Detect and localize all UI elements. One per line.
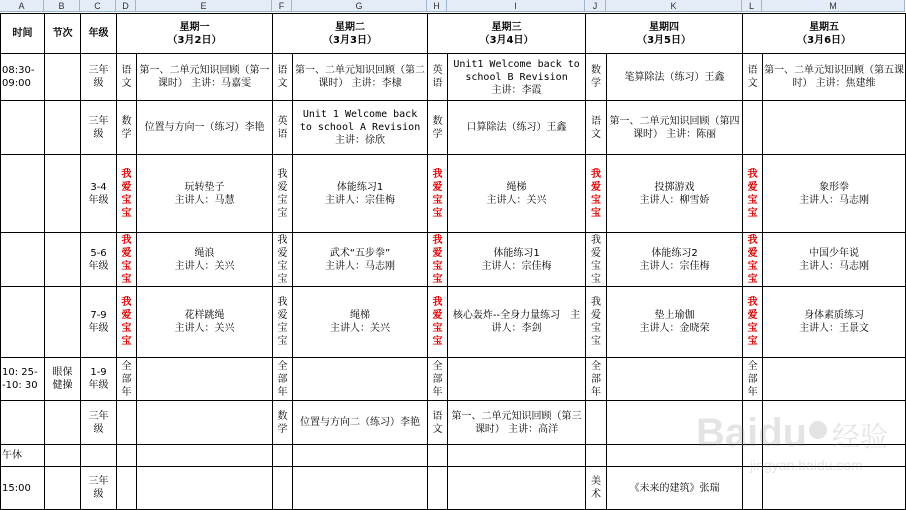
- cell-content[interactable]: 位置与方向二（练习）李艳: [293, 401, 428, 445]
- cell-time: 10: 25- -10: 30: [1, 358, 45, 401]
- cell-content[interactable]: [763, 467, 906, 510]
- cell-subject[interactable]: 数 学: [117, 101, 137, 155]
- cell-content[interactable]: 投掷游戏 主讲人：柳雪娇: [607, 155, 743, 233]
- cell-time: [1, 101, 45, 155]
- cell-period: [45, 101, 81, 155]
- cell-grade: 1-9 年级: [81, 358, 117, 401]
- column-header-c[interactable]: C: [80, 0, 116, 12]
- cell-subject[interactable]: 全 部 年: [428, 358, 448, 401]
- column-header-j[interactable]: J: [585, 0, 606, 12]
- cell-subject[interactable]: 我 爱 宝 宝: [428, 233, 448, 287]
- cell-subject[interactable]: [586, 445, 607, 467]
- day-date: （3月4日）: [479, 34, 534, 46]
- cell-subject[interactable]: 我 爱 宝 宝: [117, 287, 137, 358]
- cell-grade: 三年 级: [81, 467, 117, 510]
- cell-subject[interactable]: 我 爱 宝 宝: [273, 287, 293, 358]
- column-header-h[interactable]: H: [427, 0, 447, 12]
- column-header-l[interactable]: L: [742, 0, 762, 12]
- cell-content[interactable]: [137, 467, 273, 510]
- cell-period: 眼保 健操: [45, 358, 81, 401]
- cell-subject[interactable]: [117, 445, 137, 467]
- watermark-suffix: 经验: [832, 420, 889, 453]
- column-header-a[interactable]: A: [0, 0, 44, 12]
- column-header-e[interactable]: E: [136, 0, 272, 12]
- cell-grade: [81, 445, 117, 467]
- column-header-f[interactable]: F: [272, 0, 292, 12]
- cell-content[interactable]: [448, 467, 586, 510]
- watermark-brand: Baidu: [696, 411, 808, 455]
- cell-period: [45, 445, 81, 467]
- day-header-2: [273, 14, 428, 54]
- cell-subject[interactable]: [428, 445, 448, 467]
- column-header-m[interactable]: M: [762, 0, 905, 12]
- watermark-url: jingyan.baidu.com: [750, 457, 863, 473]
- day-name: 星期一: [179, 21, 210, 33]
- cell-subject[interactable]: 我 爱 宝 宝: [428, 287, 448, 358]
- table-row: [1, 54, 906, 101]
- spreadsheet-grid: [0, 13, 905, 500]
- cell-content[interactable]: [763, 401, 906, 445]
- column-header-b[interactable]: B: [44, 0, 80, 12]
- cell-content[interactable]: [448, 445, 586, 467]
- cell-grade: 7-9 年级: [81, 287, 117, 358]
- day-date: （3月3日）: [323, 34, 377, 46]
- cell-period: [45, 155, 81, 233]
- cell-subject[interactable]: 数 学: [586, 54, 607, 101]
- cell-content[interactable]: [137, 358, 273, 401]
- cell-subject[interactable]: 数 学: [273, 401, 293, 445]
- cell-content[interactable]: [763, 445, 906, 467]
- cell-content[interactable]: 体能练习1 主讲人：宗佳梅: [448, 233, 586, 287]
- cell-subject[interactable]: 英 语: [273, 101, 293, 155]
- cell-content[interactable]: 笔算除法（练习）王鑫: [607, 54, 743, 101]
- cell-content[interactable]: 绳梯 主讲人：关兴: [293, 287, 428, 358]
- column-header-d[interactable]: D: [116, 0, 136, 12]
- cell-time: 08:30- 09:00: [1, 54, 45, 101]
- cell-grade: 3-4 年级: [81, 155, 117, 233]
- cell-grade: 5-6 年级: [81, 233, 117, 287]
- day-date: （3月5日）: [637, 34, 692, 46]
- cell-time: [1, 155, 45, 233]
- cell-content[interactable]: 象形拳 主讲人：马志刚: [763, 155, 906, 233]
- cell-content[interactable]: [607, 358, 743, 401]
- cell-subject[interactable]: 我 爱 宝 宝: [117, 155, 137, 233]
- cell-subject[interactable]: [273, 445, 293, 467]
- cell-content[interactable]: 玩转垫子 主讲人：马慧: [137, 155, 273, 233]
- cell-subject[interactable]: 我 爱 宝 宝: [743, 233, 763, 287]
- cell-subject[interactable]: 英 语: [428, 54, 448, 101]
- cell-time: [1, 401, 45, 445]
- cell-subject[interactable]: [117, 467, 137, 510]
- day-name: 星期四: [649, 21, 680, 33]
- cell-content[interactable]: [763, 358, 906, 401]
- table-row: [1, 101, 906, 155]
- cell-subject[interactable]: [428, 467, 448, 510]
- cell-content[interactable]: 第一、二单元知识回顾（第五课时） 主讲：焦建维: [763, 54, 906, 101]
- cell-content[interactable]: 身体素质练习 主讲人：王景文: [763, 287, 906, 358]
- cell-period: [45, 287, 81, 358]
- cell-time: [1, 287, 45, 358]
- cell-content[interactable]: [137, 401, 273, 445]
- cell-subject[interactable]: 我 爱 宝 宝: [743, 155, 763, 233]
- cell-content[interactable]: 体能练习2 主讲人：宗佳梅: [607, 233, 743, 287]
- schedule-table: [0, 13, 906, 510]
- cell-content[interactable]: Unit 1 Welcome back to school A Revision 主讲：徐欣: [293, 101, 428, 155]
- cell-subject[interactable]: [117, 401, 137, 445]
- table-row: [1, 445, 906, 467]
- cell-content[interactable]: 《未来的建筑》张瑞: [607, 467, 743, 510]
- cell-time: 午休: [1, 445, 45, 467]
- cell-content[interactable]: [607, 445, 743, 467]
- day-header-3: [428, 14, 586, 54]
- cell-subject[interactable]: 全 部 年: [586, 358, 607, 401]
- cell-subject[interactable]: 美 术: [586, 467, 607, 510]
- cell-content[interactable]: [293, 445, 428, 467]
- cell-subject[interactable]: 语 文: [428, 401, 448, 445]
- cell-content[interactable]: 第一、二单元知识回顾（第二课时） 主讲：李棣: [293, 54, 428, 101]
- cell-subject[interactable]: 我 爱 宝 宝: [586, 233, 607, 287]
- cell-content[interactable]: [448, 358, 586, 401]
- cell-subject[interactable]: 我 爱 宝 宝: [586, 155, 607, 233]
- cell-content[interactable]: 第一、二单元知识回顾（第四课时） 主讲：陈丽: [607, 101, 743, 155]
- cell-subject[interactable]: 语 文: [586, 101, 607, 155]
- day-name: 星期二: [335, 21, 366, 33]
- cell-subject[interactable]: 语 文: [117, 54, 137, 101]
- cell-subject[interactable]: [273, 467, 293, 510]
- table-row: [1, 287, 906, 358]
- cell-grade: 三年 级: [81, 101, 117, 155]
- table-row: [1, 233, 906, 287]
- cell-subject[interactable]: [743, 401, 763, 445]
- cell-period: [45, 467, 81, 510]
- column-header-k[interactable]: K: [606, 0, 742, 12]
- cell-content[interactable]: 垫上瑜伽 主讲人：金晓荣: [607, 287, 743, 358]
- cell-subject[interactable]: [743, 101, 763, 155]
- cell-subject[interactable]: 我 爱 宝 宝: [273, 155, 293, 233]
- cell-content[interactable]: Unit1 Welcome back to school B Revision 主讲：李霞: [448, 54, 586, 101]
- cell-content[interactable]: 中国少年说 主讲人：马志刚: [763, 233, 906, 287]
- day-date: （3月6日）: [797, 34, 852, 46]
- cell-time: 15:00: [1, 467, 45, 510]
- cell-content[interactable]: 花样跳绳 主讲人：关兴: [137, 287, 273, 358]
- header-grade: 年级: [81, 14, 117, 54]
- cell-subject[interactable]: 数 学: [428, 101, 448, 155]
- cell-content[interactable]: 口算除法（练习）王鑫: [448, 101, 586, 155]
- cell-content[interactable]: [763, 101, 906, 155]
- table-row: [1, 467, 906, 510]
- cell-period: [45, 233, 81, 287]
- day-header-4: [586, 14, 743, 54]
- day-name: 星期五: [809, 21, 840, 33]
- cell-subject[interactable]: 我 爱 宝 宝: [743, 287, 763, 358]
- cell-content[interactable]: 体能练习1 主讲人：宗佳梅: [293, 155, 428, 233]
- cell-subject[interactable]: 语 文: [273, 54, 293, 101]
- column-header-i[interactable]: I: [447, 0, 585, 12]
- cell-content[interactable]: 武术“五步拳” 主讲人：马志刚: [293, 233, 428, 287]
- cell-grade: 三年 级: [81, 401, 117, 445]
- cell-subject[interactable]: 全 部 年: [117, 358, 137, 401]
- cell-subject[interactable]: 我 爱 宝 宝: [273, 233, 293, 287]
- cell-content[interactable]: 绳梯 主讲人：关兴: [448, 155, 586, 233]
- table-row: [1, 401, 906, 445]
- cell-grade: 三年 级: [81, 54, 117, 101]
- cell-subject[interactable]: [743, 467, 763, 510]
- cell-content[interactable]: 绳浪 主讲人：关兴: [137, 233, 273, 287]
- cell-content[interactable]: [293, 467, 428, 510]
- cell-subject[interactable]: 我 爱 宝 宝: [586, 287, 607, 358]
- cell-content[interactable]: 核心轰炸--全身力量练习 主讲人：李剑: [448, 287, 586, 358]
- day-date: （3月2日）: [167, 34, 222, 46]
- cell-subject[interactable]: 语 文: [743, 54, 763, 101]
- day-name: 星期三: [491, 21, 522, 33]
- cell-content[interactable]: 第一、二单元知识回顾（第一课时） 主讲：马嘉雯: [137, 54, 273, 101]
- column-header-g[interactable]: G: [292, 0, 427, 12]
- cell-content[interactable]: [137, 445, 273, 467]
- cell-subject[interactable]: 全 部 年: [273, 358, 293, 401]
- table-row: [1, 155, 906, 233]
- cell-period: [45, 54, 81, 101]
- header-period: 节次: [45, 14, 81, 54]
- cell-subject[interactable]: 我 爱 宝 宝: [117, 233, 137, 287]
- table-row: [1, 358, 906, 401]
- header-time: 时间: [1, 14, 45, 54]
- column-header-bar: [0, 0, 905, 13]
- day-header-5: [743, 14, 906, 54]
- cell-subject[interactable]: [586, 401, 607, 445]
- cell-period: [45, 401, 81, 445]
- cell-content[interactable]: [293, 358, 428, 401]
- cell-content[interactable]: 第一、二单元知识回顾（第三课时） 主讲：高洋: [448, 401, 586, 445]
- cell-subject[interactable]: 我 爱 宝 宝: [428, 155, 448, 233]
- header-row: [1, 14, 906, 54]
- cell-subject[interactable]: 全 部 年: [743, 358, 763, 401]
- day-header-1: [117, 14, 273, 54]
- cell-content[interactable]: [607, 401, 743, 445]
- cell-time: [1, 233, 45, 287]
- cell-content[interactable]: 位置与方向一（练习）李艳: [137, 101, 273, 155]
- cell-subject[interactable]: [743, 445, 763, 467]
